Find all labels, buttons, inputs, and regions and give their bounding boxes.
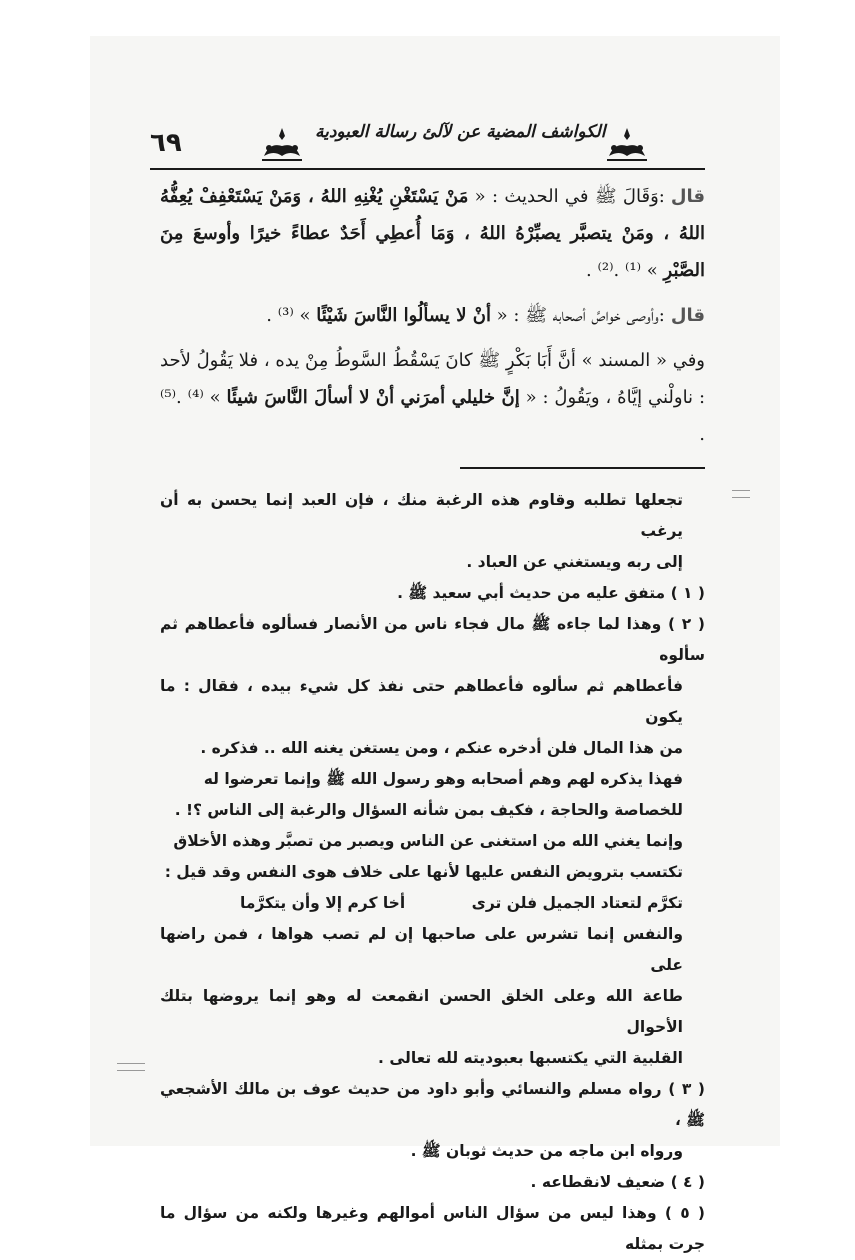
footnote-number: ( ٤ )	[670, 1173, 705, 1191]
hadith-quote: إنَّ خليلي أمرَني أنْ لا أسألَ النَّاسَ شيئًا	[226, 387, 520, 408]
footnote-line	[160, 609, 705, 671]
paragraph-text: » ⁽³⁾ .	[266, 305, 317, 326]
footnote-number: ( ٣ )	[668, 1080, 705, 1098]
ornament-icon	[260, 126, 304, 162]
footnote-line: من هذا المال فلن أدخره عنكم ، ومن يستغن يغنه الله .. فذكره .	[200, 739, 683, 757]
paragraph-text: » ⁽¹⁾ .⁽²⁾ .	[586, 260, 664, 281]
footnote-text: متفق عليه من حديث أبي سعيد ﷺ .	[397, 584, 666, 602]
footnote-text: ضعيف لانقطاعه .	[530, 1173, 666, 1191]
footnote-line: للخصاصة والحاجة ، فكيف بمن شأنه السؤال والرغبة إلى الناس ؟! .	[174, 801, 683, 819]
footnote-text: رواه مسلم والنسائي وأبو داود من حديث عوف بن مالك الأشجعي ﷺ ،	[160, 1080, 705, 1129]
main-text	[160, 178, 705, 461]
paragraph	[160, 178, 705, 289]
header-rule	[150, 168, 705, 170]
page-header	[150, 122, 705, 172]
paragraph-text: » ⁽⁴⁾ .⁽⁵⁾ .	[160, 387, 705, 445]
footnote-number: ( ١ )	[670, 584, 705, 602]
verse-hemistich: تكرَّم لتعتاد الجميل فلن ترى	[471, 894, 683, 912]
footnote-line	[160, 1074, 705, 1136]
verse-hemistich: أخا كرم إلا وأن يتكرَّما	[240, 894, 406, 912]
footnote-line	[160, 1167, 705, 1198]
ornament-icon	[605, 126, 649, 162]
paragraph-text: وفي « المسند » أنَّ أَبَا بَكْرٍ ﷺ كانَ يَسْقُطُ السَّوطُ مِنْ يده ، فلا يَقُولُ لأحد : ناولْني إيَّاهُ ، ويَقُولُ : «	[160, 350, 706, 408]
margin-mark	[732, 490, 750, 498]
paragraph	[160, 342, 705, 453]
paragraph-text: :وَقَالَ ﷺ في الحديث : «	[468, 186, 665, 207]
footnote-line: والنفس إنما تشرس على صاحبها إن لم تصب هواها ، فمن راضها على	[160, 925, 683, 974]
footnote-line: تجعلها تطلبه وقاوم هذه الرغبة منك ، فإن العبد إنما يحسن به أن يرغب	[160, 491, 683, 540]
footnote-separator	[460, 467, 705, 469]
footnote-line: فهذا يذكره لهم وهم أصحابه وهو رسول الله ﷺ وإنما تعرضوا له	[203, 770, 683, 788]
paragraph	[160, 297, 705, 334]
paragraph-lead: قال	[670, 305, 705, 326]
footnote-line: إلى ربه ويستغني عن العباد .	[466, 553, 683, 571]
hadith-quote: مَنْ يَسْتَغْنِ يُغْنِهِ اللهُ ، وَمَنْ يَسْتَعْفِفْ يُعِفُّهُ اللهُ ، ومَنْ يتصبَّر يصبِّرْهُ اللهُ ، وَمَا أُعطِي أَحَدٌ عطاءً خيرًا وأوسعَ مِنَ الصَّبْرِ	[160, 186, 705, 281]
margin-mark	[117, 1063, 145, 1071]
footnote-line: وإنما يغني الله من استغنى عن الناس ويصبر من تصبَّر وهذه الأخلاق	[173, 832, 683, 850]
poem-verse	[160, 888, 705, 919]
page-number: ٦٩	[150, 128, 182, 158]
footnote-number: ( ٢ )	[667, 615, 705, 633]
footnote-line: ورواه ابن ماجه من حديث ثوبان ﷺ .	[410, 1142, 683, 1160]
paragraph-lead: قال	[670, 186, 705, 207]
footnote-line: طاعة الله وعلى الخلق الحسن انقمعت له وهو إنما يروضها بتلك الأحوال	[160, 987, 683, 1036]
footnote-line: تكتسب بترويض النفس عليها لأنها على خلاف هوى النفس وقد قيل :	[164, 863, 683, 881]
footnote-text: وهذا لما جاءه ﷺ مال فجاء ناس من الأنصار فسألوه فأعطاهم ثم سألوه	[160, 615, 705, 664]
footnote-line: فأعطاهم ثم سألوه فأعطاهم حتى نفذ كل شيء بيده ، فقال : ما يكون	[160, 677, 683, 726]
footnote-text: وهذا ليس من سؤال الناس أموالهم وغيرها ولكنه من سؤال ما جرت بمثله	[160, 1204, 705, 1253]
hadith-quote: أنْ لا يسألُوا النَّاسَ شَيْئًا	[316, 305, 491, 326]
footnotes	[160, 485, 705, 1260]
running-title: الكواشف المضية عن لآلئ رسالة العبودية	[315, 122, 606, 142]
paragraph-text: :وأوصى خواصَّ أصحابه ﷺ : «	[490, 305, 665, 326]
footnote-line	[160, 1198, 705, 1260]
footnote-line	[160, 578, 705, 609]
footnote-line: القلبية التي يكتسبها بعبوديته لله تعالى .	[378, 1049, 683, 1067]
footnote-number: ( ٥ )	[664, 1204, 705, 1222]
